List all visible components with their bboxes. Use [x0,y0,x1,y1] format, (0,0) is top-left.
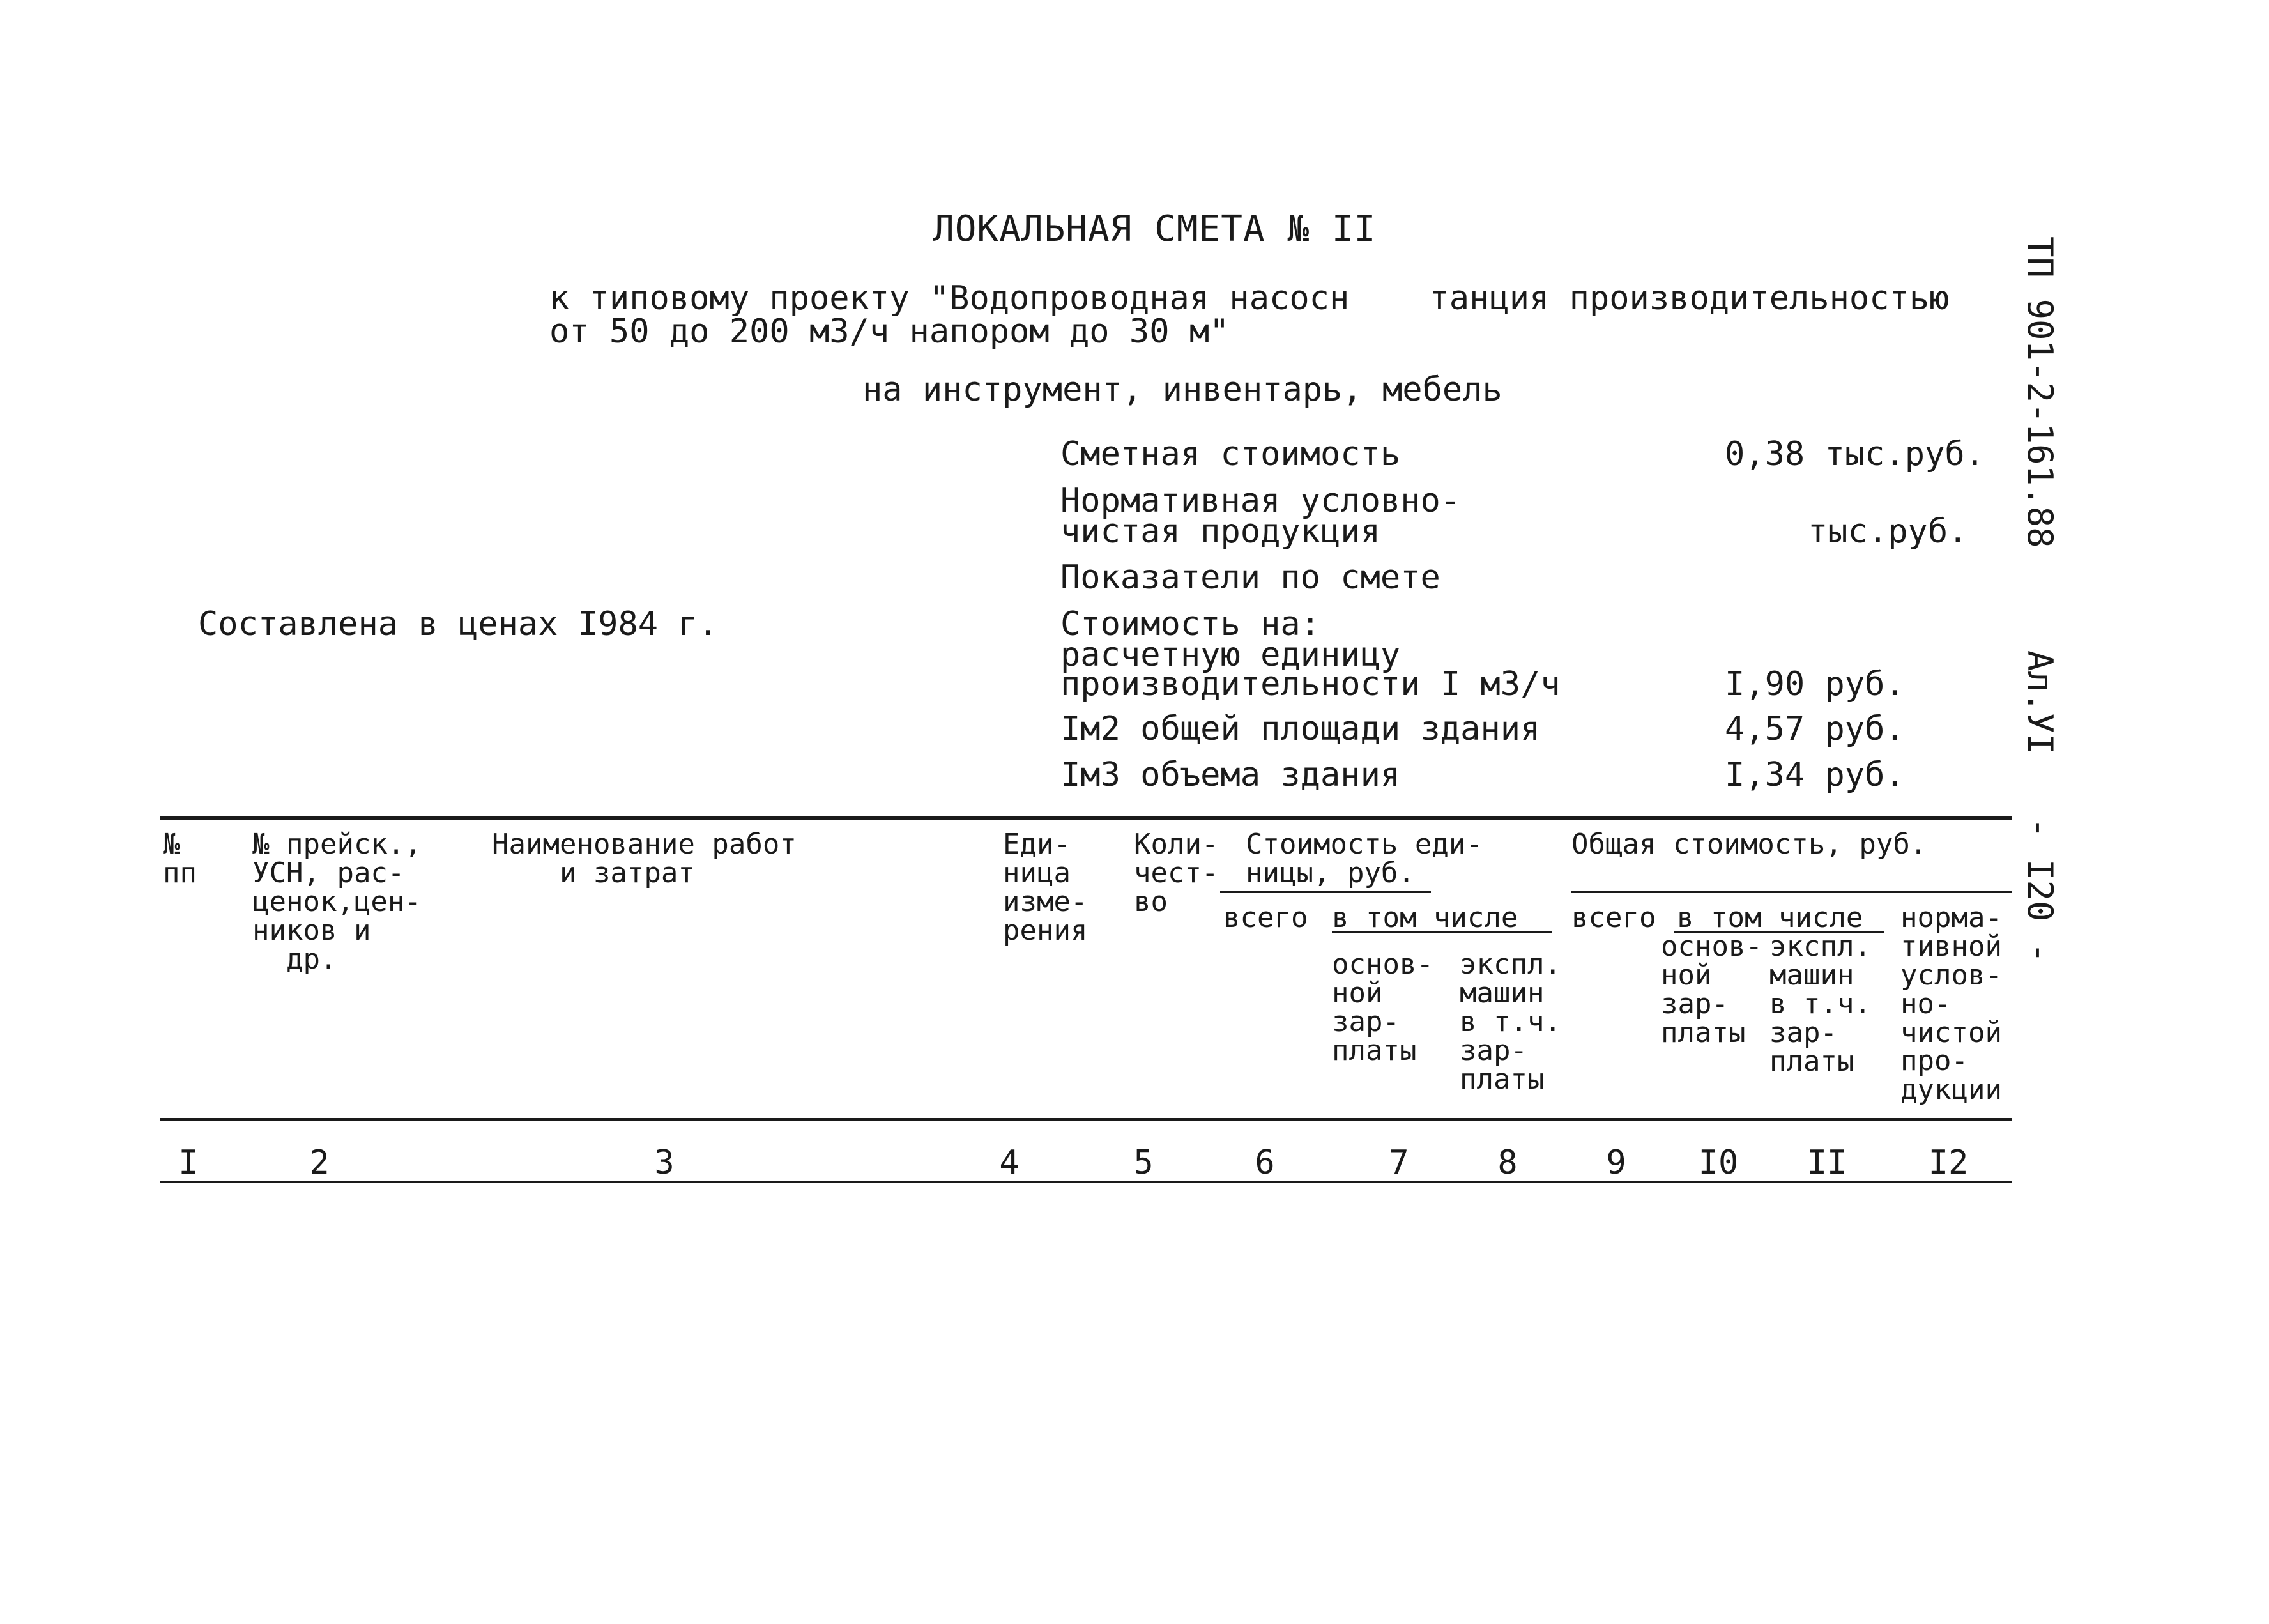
column-header-work-name: Наименование работ и затрат [492,828,797,889]
column-number-10: I0 [1698,1144,1739,1182]
unit-label-line-2: производительности I м3/ч [1060,665,1561,703]
project-code-stamp: ТП 901-2-161.88 [2020,236,2060,548]
estimate-subject: на инструмент, инвентарь, мебель [862,371,1502,409]
normative-value: тыс.руб. [1808,512,1968,551]
column-header-total-machines: экспл. машин в т.ч. зар- платы [1769,930,1871,1078]
column-number-12: I2 [1928,1144,1969,1182]
unit-value: I,90 руб. [1725,665,1905,703]
column-header-unit-machines: экспл. машин в т.ч. зар- платы [1460,948,1561,1096]
column-header-unit-including: в том числе [1332,901,1518,934]
unit-label-line-1: расчетную единицу [1060,636,1401,674]
area-label: Iм2 общей площади здания [1060,710,1541,748]
column-number-11: II [1807,1144,1847,1182]
column-number-4: 4 [999,1144,1020,1182]
area-value: 4,57 руб. [1725,710,1905,748]
column-header-number: № пп [163,828,197,889]
column-number-5: 5 [1133,1144,1154,1182]
column-header-total-total: всего [1571,901,1656,934]
table-top-rule [160,816,2012,820]
column-header-unit: Еди- ница изме- рения [1003,828,1088,947]
column-header-unit-total: всего [1223,901,1308,934]
header-bottom-rule [160,1118,2012,1121]
normative-label-line-2: чистая продукция [1060,512,1380,551]
prices-note: Составлена в ценах I984 г. [198,605,718,643]
unit-cost-subrule [1220,891,1431,893]
column-header-price-reference: № прейск., УСН, рас- ценок,цен- ников и др. [252,828,422,976]
estimated-cost-label: Сметная стоимость [1060,435,1401,473]
volume-label: Iм3 объема здания [1060,756,1401,794]
column-number-9: 9 [1606,1144,1626,1182]
column-header-total-wages: основ- ной зар- платы [1661,930,1762,1049]
column-header-unit-cost-group: Стоимость еди- ницы, руб. [1246,828,1483,889]
project-line-2: от 50 до 200 м3/ч напором до 30 м" [549,312,1230,351]
project-line-1: к типовому проекту "Водопроводная насосн танция производительностью [549,279,1950,318]
column-number-1: I [178,1144,199,1182]
estimated-cost-value: 0,38 тыс.руб. [1725,435,1985,473]
column-number-6: 6 [1255,1144,1275,1182]
column-number-3: 3 [654,1144,675,1182]
column-header-quantity: Коли- чест- во [1134,828,1219,918]
total-cost-subrule [1571,891,2012,893]
volume-value: I,34 руб. [1725,756,1905,794]
column-header-normative-product: норма- тивной услов- но- чистой про- дукции [1900,901,2002,1107]
page-title: ЛОКАЛЬНАЯ СМЕТА № II [933,208,1377,250]
column-header-unit-wages: основ- ной зар- платы [1332,948,1433,1067]
column-number-2: 2 [309,1144,330,1182]
indicators-label: Показатели по смете [1060,558,1440,597]
column-header-total-cost-group: Общая стоимость, руб. [1571,828,1927,861]
album-stamp: Ал.УI [2020,650,2060,755]
cost-on-label: Стоимость на: [1060,605,1320,643]
page-number-stamp: - I20 - [2020,818,2060,963]
normative-label-line-1: Нормативная условно- [1060,482,1461,520]
column-header-total-including: в том числе [1677,901,1863,934]
column-number-7: 7 [1389,1144,1409,1182]
column-number-8: 8 [1497,1144,1518,1182]
